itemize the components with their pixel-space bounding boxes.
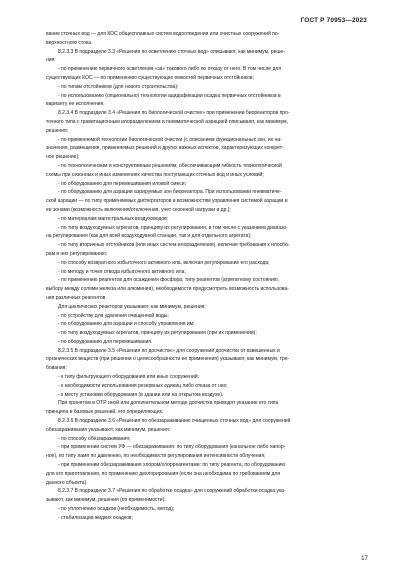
text-line: - по методу и точке отвода избыточного активного ила; — [58, 268, 186, 275]
text-line: - по оборудованию для аэрации и способу управления им; — [58, 321, 195, 328]
text-line: - по типам отстойников (для нового строительства); — [58, 83, 179, 90]
text-line: - по технологическим и конструктивным решениям, обеспечивающим гибкость технологической — [58, 162, 282, 169]
text-line: При принятом в ОТР иной или дополнительном методе доочистки приводят указание его типа — [58, 400, 279, 407]
text-line: 8.2.3.3 В подразделе 3.3 «Решения по осветлению сточных вод» описывают, как минимум, реше- — [58, 48, 285, 55]
text-line: существующих КОС — по применению существующих емкостей первичных отстойников; — [46, 74, 254, 81]
text-line: ее зонами (возможность включения/отключения, учет сезонной нагрузки и др.); — [46, 206, 231, 213]
text-line: верхностного стока. — [46, 39, 93, 46]
text-line: - к месту установки оборудования (в здании или на открытом воздухе). — [58, 391, 224, 398]
text-line: ской аэрации — по типу применяемых диспергаторов и возможностям управления системой аэрации и — [46, 198, 288, 205]
document-identifier: ГОСТ Р 70953—2023 — [300, 17, 367, 24]
text-line: - по оборудованию для аэрации аэрируемых зон биореактора. При использовании пневматиче- — [58, 189, 282, 196]
text-line: значения, размещения, применяемых решений и других важных аспектов, характеризующих конкрет- — [46, 145, 284, 152]
text-line: - к типу фильтрующего оборудования или иных сооружений; — [58, 374, 199, 381]
body-text — [46, 30, 370, 523]
text-line: ния различных реагентов. — [46, 294, 107, 301]
text-line: - к необходимости использования резервных единиц либо отказа от них; — [58, 382, 228, 389]
text-line: 8.2.3.7 В подразделе 3.7 «Решения по обработке осадка» для сооружений обработки осадка ука- — [58, 488, 286, 495]
text-line: рам в них регулированию; — [46, 250, 108, 257]
text-line: - по применяемой технологии биологической очистки (с описанием функциональных зон, их на- — [58, 136, 282, 143]
text-line: - по способу обеззараживания; — [58, 435, 131, 442]
text-line: - по применению первичного осветления «за» такового либо по отказу от него. В том числе для — [58, 66, 282, 73]
text-line: решения: — [46, 127, 69, 134]
text-line: 8.2.3.6 В подразделе 3.6 «Решения по обеззараживанию очищенных сточных вод» для сооружений — [58, 418, 291, 425]
text-line: вание сточных вод — для КОС общесплавных систем водоотведения или очистных сооружений по- — [46, 31, 280, 37]
text-line: зывают, как минимум, решения (по применимости): — [46, 497, 166, 504]
text-line: - по оборудованию для перемешивания. — [58, 338, 153, 345]
text-line: ния: — [46, 57, 56, 64]
text-line: для его приготовления, по применению дехлорирования (если она необходима по требованиям для — [46, 470, 281, 477]
text-line: выбору между солями железа или алюминия), необходимости предусмотреть возможность использова- — [46, 286, 289, 293]
text-line: варианту ее исполнения. — [46, 101, 105, 108]
text-line: принципа и базовых решений, его определяющих. — [46, 409, 164, 416]
text-line: бования: — [46, 365, 67, 372]
text-line: - по оборудованию для перемешивания иловой смеси; — [58, 180, 186, 187]
text-line: органических веществ (при решении о целесообразности ее применения) указывают, как минимум, тре- — [46, 356, 290, 363]
text-line: - при применении обеззараживания хлором/хлорреагентами: по типу реагента, по оборудованию — [58, 462, 286, 469]
text-line: обеззараживания указывают, как минимум, решения: — [46, 426, 171, 433]
text-line: схемы при сезонных и иных изменениях качества поступающих сточных вод и иных условий; — [46, 171, 264, 178]
text-line: - по использованию (опционально) технологии ацидофикации осадка первичных отстойников в — [58, 92, 281, 99]
text-line: данного объекта). — [46, 479, 88, 486]
text-line: ное), по типу ламп по давлению, по необходимости регулирования интенсивности облучения; — [46, 453, 266, 460]
text-line: - по уплотнению осадков (необходимость, метод); — [58, 506, 175, 513]
text-line: - по типу воздуходувных агрегатов, принципу их регулирования (при их применении); — [58, 330, 257, 337]
text-line: 8.2.3.5 В подразделе 3.5 «Решения по доочистке» для сооружений доочистки от взвешенных и — [58, 347, 280, 354]
text-line: 8.2.3.4 В подразделе 3.4 «Решения по биологической очистке» при применении биореакторов про- — [58, 110, 290, 117]
text-line: Для циклических реакторов указывают, как минимум, решения: — [58, 303, 206, 310]
text-line: - по типу воздуходувных агрегатов, принципу их регулирования, в том числе с указанием диапазо- — [58, 224, 288, 231]
text-line: - стабилизации жидких осадков; — [58, 514, 133, 521]
text-line: - при применении систем УФ — обеззараживания: по типу оборудования (канальное либо напор- — [58, 444, 286, 451]
text-line: - по материалам магистральных воздуховодов; — [58, 215, 169, 222]
text-line: - по способу возвратного избыточного активного ила, включая регулирование его расхода; — [58, 259, 270, 266]
text-line: - по типу вторичных отстойников (или иных систем илоразделения), включая требования к илосбо- — [58, 242, 290, 249]
text-line: на регулирования (как для всей воздуходувной станции, так и для отдельного агрегата); — [46, 233, 252, 240]
text-line: ное решение); — [46, 154, 80, 161]
page-number: 17 — [361, 555, 368, 562]
text-line: - по применению реагентов для осаждения фосфора, типу реагентов (агрегатному состоянию, — [58, 277, 279, 284]
text-line: - по устройству для удаления очищенной воды; — [58, 312, 169, 319]
text-line: точного типа с гравитационным илоразделением и пневматической аэрацией описывают, как минимум, — [46, 118, 288, 125]
